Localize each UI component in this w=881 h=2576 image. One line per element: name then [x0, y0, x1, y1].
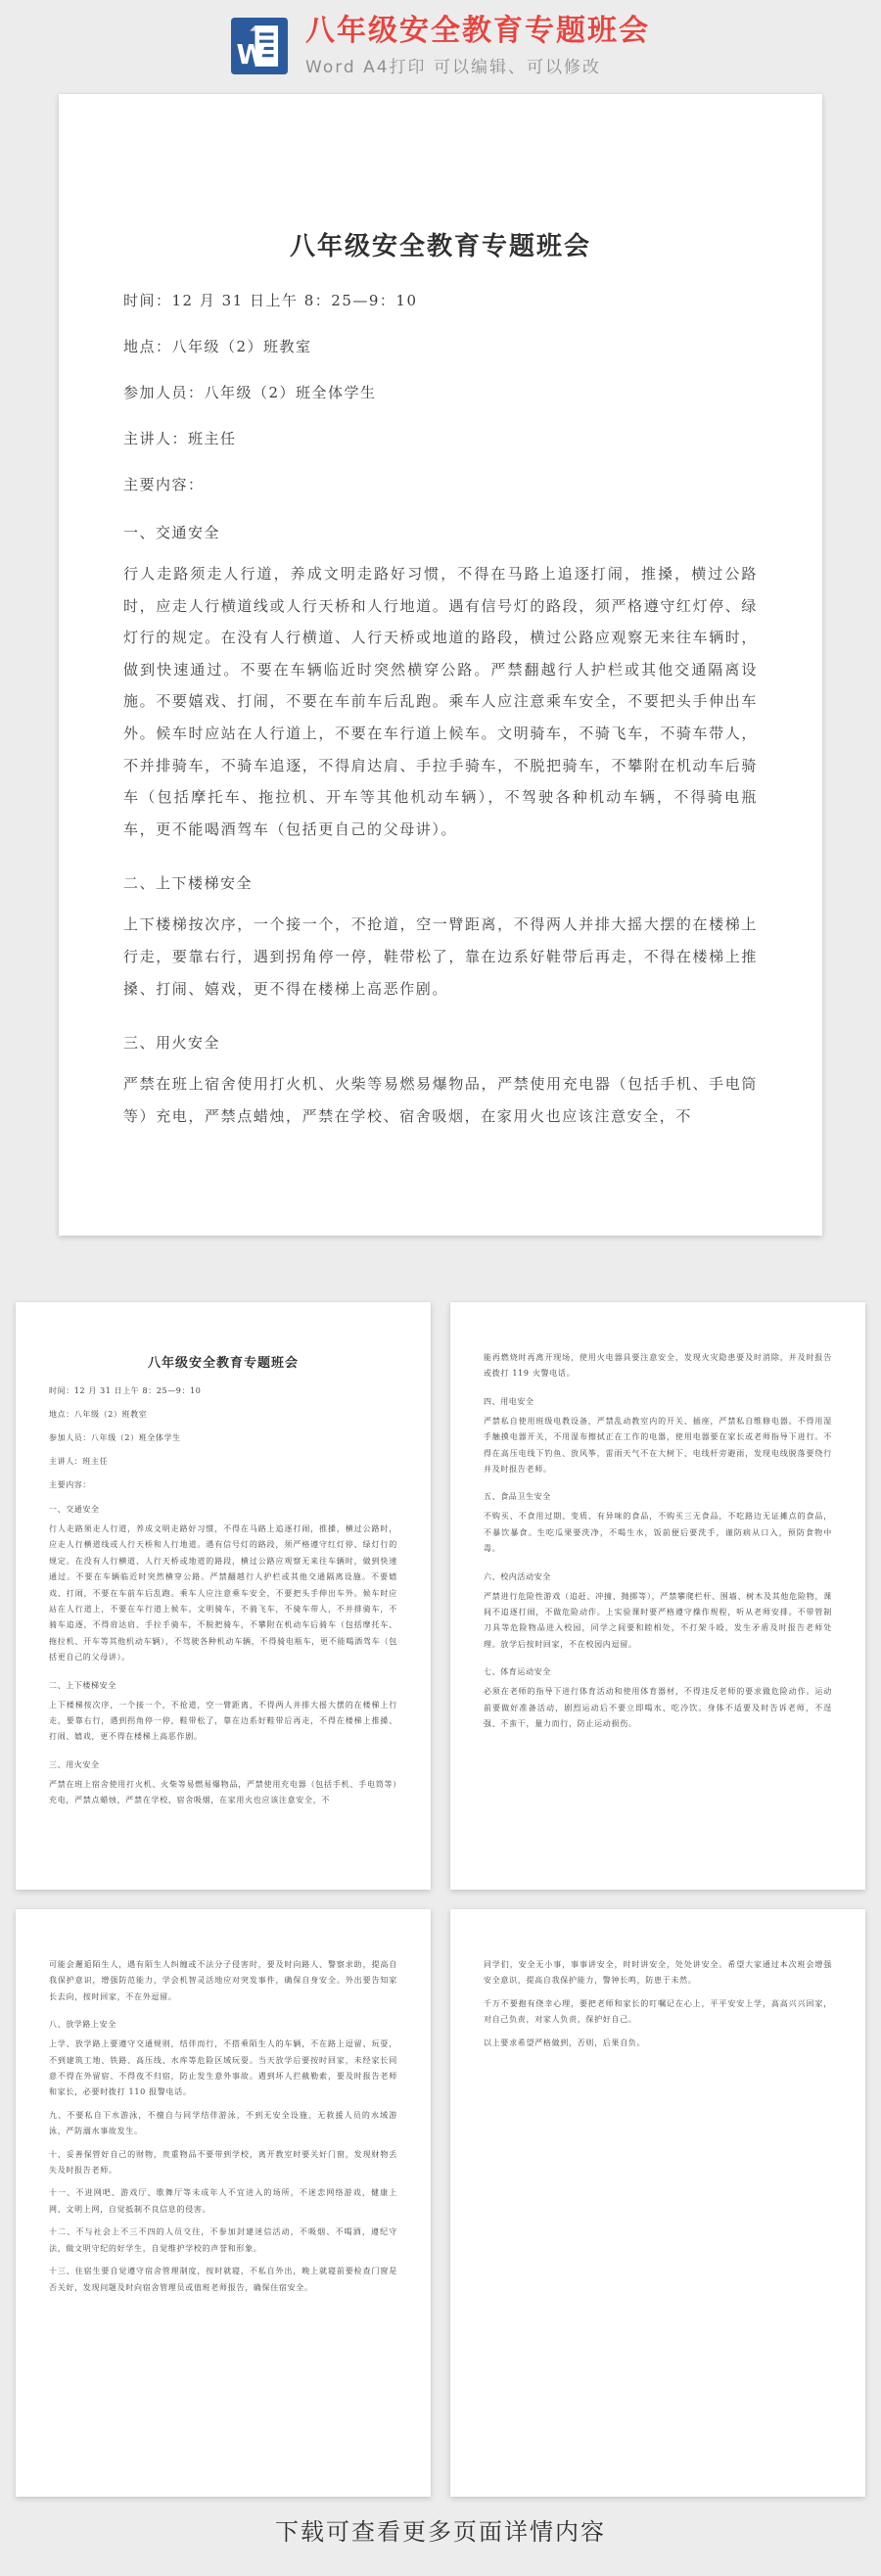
preview-area — [0, 94, 881, 2547]
word-icon — [231, 18, 288, 74]
doc-paragraph: 十二、不与社会上不三不四的人员交往，不参加封建迷信活动，不吸烟、不喝酒，遵纪守法，做文明守纪的好学生，自觉维护学校的声誉和形象。 — [49, 2227, 397, 2253]
doc-section-heading: 八、放学路上安全 — [49, 2020, 116, 2030]
doc-section-heading: 三、用火安全 — [49, 1759, 100, 1769]
doc-section-heading: 六、校内活动安全 — [484, 1571, 551, 1581]
doc-meta-line: 参加人员：八年级（2）班全体学生 — [49, 1433, 181, 1442]
doc-paragraph: 千万不要抱有侥幸心理，要把老师和家长的叮嘱记在心上，平平安安上学，高高兴兴回家，对自己负责，对家人负责，保护好自己。 — [484, 1998, 832, 2025]
doc-section-heading: 二、上下楼梯安全 — [49, 1680, 116, 1690]
doc-paragraph: 十一、不进网吧、游戏厅、歌舞厅等未成年人不宜进入的场所，不迷恋网络游戏，健康上网、文明上网，自觉抵制不良信息的侵害。 — [49, 2188, 397, 2214]
doc-meta-line: 主讲人：班主任 — [49, 1457, 109, 1466]
doc-paragraph: 可能会邂逅陌生人，遇有陌生人纠缠或不法分子侵害时，要及时向路人、警察求助，提高自我保护意识，增强防范能力，学会机智灵活地应对突发事件，确保自身安全。外出要告知家长去向，按时回家，不在外逗留。 — [49, 1960, 397, 2001]
doc-meta-line: 时间：12 月 31 日上午 8：25—9：10 — [123, 292, 418, 309]
doc-section-heading: 四、用电安全 — [484, 1396, 534, 1406]
header-text-block — [305, 15, 650, 77]
doc-paragraph: 以上要求希望严格做到，否则，后果自负。 — [484, 2037, 646, 2047]
doc-paragraph: 严禁在班上宿舍使用打火机、火柴等易燃易爆物品，严禁使用充电器（包括手机、手电筒等）充电，严禁点蜡烛，严禁在学校、宿舍吸烟，在家用火也应该注意安全，不 — [123, 1075, 758, 1125]
doc-meta-line: 参加人员：八年级（2）班全体学生 — [123, 384, 377, 401]
doc-paragraph: 上下楼梯按次序，一个接一个，不抢道，空一臂距离，不得两人并排大摇大摆的在楼梯上行走，要靠右行，遇到拐角停一停，鞋带松了，靠在边系好鞋带后再走，不得在楼梯上推搡、打闹、嬉戏，更不得在楼梯上高恶作剧。 — [123, 915, 758, 998]
doc-paragraph: 十、妥善保管好自己的财物，贵重物品不要带到学校，离开教室时要关好门窗，发现财物丢失及时报告老师。 — [49, 2149, 397, 2176]
doc-paragraph: 行人走路须走人行道，养成文明走路好习惯，不得在马路上追逐打闹，推搡，横过公路时，应走人行横道线或人行天桥和人行地道。遇有信号灯的路段，须严格遵守红灯停、绿灯行的规定。在没有人行横道、人行天桥或地道的路段，横过公路应观察无来往车辆时，做到快速通过。不要在车辆临近时突然横穿公路。严禁翻越行人护栏或其他交通隔离设施。不要嬉戏、打闹，不要在车前车后乱跑。乘车人应注意乘车安全，不要把头手伸出车外。候车时应站在人行道上，不要在车行道上候车。文明骑车，不骑飞车，不骑车带人，不并排骑车，不骑车追逐，不得肩达肩、手拉手骑车，不脱把骑车，不攀附在机动车后骑车（包括摩托车、拖拉机、开车等其他机动车辆），不驾驶各种机动车辆，不得骑电瓶车，更不能喝酒驾车（包括更自己的父母讲）。 — [123, 565, 758, 838]
doc-paragraph: 同学们，安全无小事，事事讲安全，时时讲安全，处处讲安全。希望大家通过本次班会增强安全意识，提高自我保护能力，警钟长鸣，防患于未然。 — [484, 1960, 832, 1986]
header-document-title: 八年级安全教育专题班会 — [305, 14, 650, 48]
doc-paragraph: 不购买、不食用过期、变质、有异味的食品，不购买三无食品，不吃路边无证摊点的食品，不暴饮暴食。生吃瓜果要洗净，不喝生水，饭前便后要洗手，谨防病从口入，预防食物中毒。 — [484, 1512, 832, 1554]
header-title-group — [231, 15, 650, 77]
doc-paragraph: 能再燃烧时再离开现场，使用火电器具要注意安全，发现火灾隐患要及时消除，并及时报告或拨打 119 火警电话。 — [484, 1353, 832, 1379]
thumbnail-grid — [16, 1302, 865, 2497]
download-hint-text: 下载可查看更多页面详情内容 — [275, 2518, 606, 2546]
doc-section-heading: 五、食品卫生安全 — [484, 1492, 551, 1502]
doc-paragraph: 十三、住宿生要自觉遵守宿舍管理制度，按时就寝，不私自外出，晚上就寝前要检查门窗是否关好，发现问题及时向宿舍管理员或值班老师报告，确保住宿安全。 — [49, 2267, 397, 2292]
header-format-subtitle: Word A4打印 可以编辑、可以修改 — [305, 58, 601, 77]
page-thumbnail-2[interactable] — [450, 1302, 865, 1890]
doc-meta-line: 主讲人：班主任 — [123, 430, 237, 447]
doc-paragraph: 上学、放学路上要遵守交通规则，结伴而行，不搭乘陌生人的车辆，不在路上逗留、玩耍，不到建筑工地、铁路、高压线、水库等危险区域玩耍。当天放学后要按时回家，未经家长同意不得在外留宿、不得夜不归宿，防止发生意外事故。遇到坏人拦截勒索，要及时报告老师和家长，必要时拨打 110 报警电话。 — [49, 2039, 397, 2097]
doc-section-heading: 一、交通安全 — [49, 1505, 100, 1514]
doc-section-heading: 二、上下楼梯安全 — [123, 874, 254, 893]
doc-section-heading: 一、交通安全 — [123, 524, 221, 541]
document-page-preview[interactable] — [59, 94, 822, 1236]
doc-paragraph: 严禁私自使用班级电教设备，严禁乱动教室内的开关、插座，严禁私自维修电器。不得用湿手触摸电器开关，不用湿布擦拭正在工作的电器，使用电器要在家长或老师指导下进行。不得在高压电线下钓鱼、放风筝，雷雨天气不在大树下、电线杆旁避雨，发现电线脱落要绕行并及时报告老师。 — [484, 1416, 832, 1475]
doc-paragraph: 行人走路须走人行道，养成文明走路好习惯，不得在马路上追逐打闹，推搡，横过公路时，应走人行横道线或人行天桥和人行地道。遇有信号灯的路段，须严格遵守红灯停、绿灯行的规定。在没有人行横道、人行天桥或地道的路段，横过公路应观察无来往车辆时，做到快速通过。不要在车辆临近时突然横穿公路。严禁翻越行人护栏或其他交通隔离设施。不要嬉戏、打闹，不要在车前车后乱跑。乘车人应注意乘车安全，不要把头手伸出车外。候车时应站在人行道上，不要在车行道上候车。文明骑车，不骑飞车，不骑车带人，不并排骑车，不骑车追逐，不得肩达肩、手拉手骑车，不脱把骑车，不攀附在机动车后骑车（包括摩托车、拖拉机、开车等其他机动车辆），不驾驶各种机动车辆，不得骑电瓶车，更不能喝酒驾车（包括更自己的父母讲）。 — [49, 1524, 397, 1663]
doc-meta-line: 地点：八年级（2）班教室 — [123, 338, 312, 355]
doc-paragraph: 九、不要私自下水游泳，不擅自与同学结伴游泳，不到无安全设施、无救援人员的水域游泳，严防溺水事故发生。 — [49, 2110, 397, 2136]
page-header — [0, 0, 881, 92]
doc-title: 八年级安全教育专题班会 — [147, 1356, 299, 1371]
doc-section-heading: 三、用火安全 — [123, 1034, 221, 1053]
doc-meta-line: 时间：12 月 31 日上午 8：25—9：10 — [49, 1386, 202, 1395]
doc-meta-line: 主要内容： — [49, 1480, 91, 1489]
doc-meta-line: 地点：八年级（2）班教室 — [49, 1410, 148, 1419]
doc-title: 八年级安全教育专题班会 — [289, 232, 591, 261]
page-thumbnail-4[interactable] — [450, 1909, 865, 2497]
page-thumbnail-1[interactable] — [16, 1302, 431, 1890]
doc-section-heading: 七、体育运动安全 — [484, 1667, 551, 1677]
page-thumbnail-3[interactable] — [16, 1909, 431, 2497]
doc-meta-line: 主要内容： — [123, 476, 205, 493]
svg-text:W: W — [236, 40, 266, 71]
doc-paragraph: 上下楼梯按次序，一个接一个，不抢道，空一臂距离，不得两人并排大摇大摆的在楼梯上行走，要靠右行，遇到拐角停一停，鞋带松了，靠在边系好鞋带后再走，不得在楼梯上推搡、打闹、嬉戏，更不得在楼梯上高恶作剧。 — [49, 1700, 397, 1742]
doc-paragraph: 严禁在班上宿舍使用打火机、火柴等易燃易爆物品，严禁使用充电器（包括手机、手电筒等）充电，严禁点蜡烛，严禁在学校、宿舍吸烟，在家用火也应该注意安全，不 — [49, 1779, 397, 1805]
doc-paragraph: 严禁进行危险性游戏（追赶、冲撞、抛掷等），严禁攀爬栏杆、围墙、树木及其他危险物，课间不追逐打闹，不做危险动作。上实验课时要严格遵守操作规程，听从老师安排。不带管制刀具等危险物品进入校园，同学之间要和睦相处，不打架斗殴，发生矛盾及时报告老师处理。放学后按时回家，不在校园内逗留。 — [484, 1591, 832, 1649]
doc-paragraph: 必须在老师的指导下进行体育活动和使用体育器材，不得违反老师的要求做危险动作。运动前要做好准备活动，剧烈运动后不要立即喝水、吃冷饮。身体不适要及时告诉老师，不逞强、不蛮干，量力而行，防止运动损伤。 — [484, 1687, 832, 1729]
